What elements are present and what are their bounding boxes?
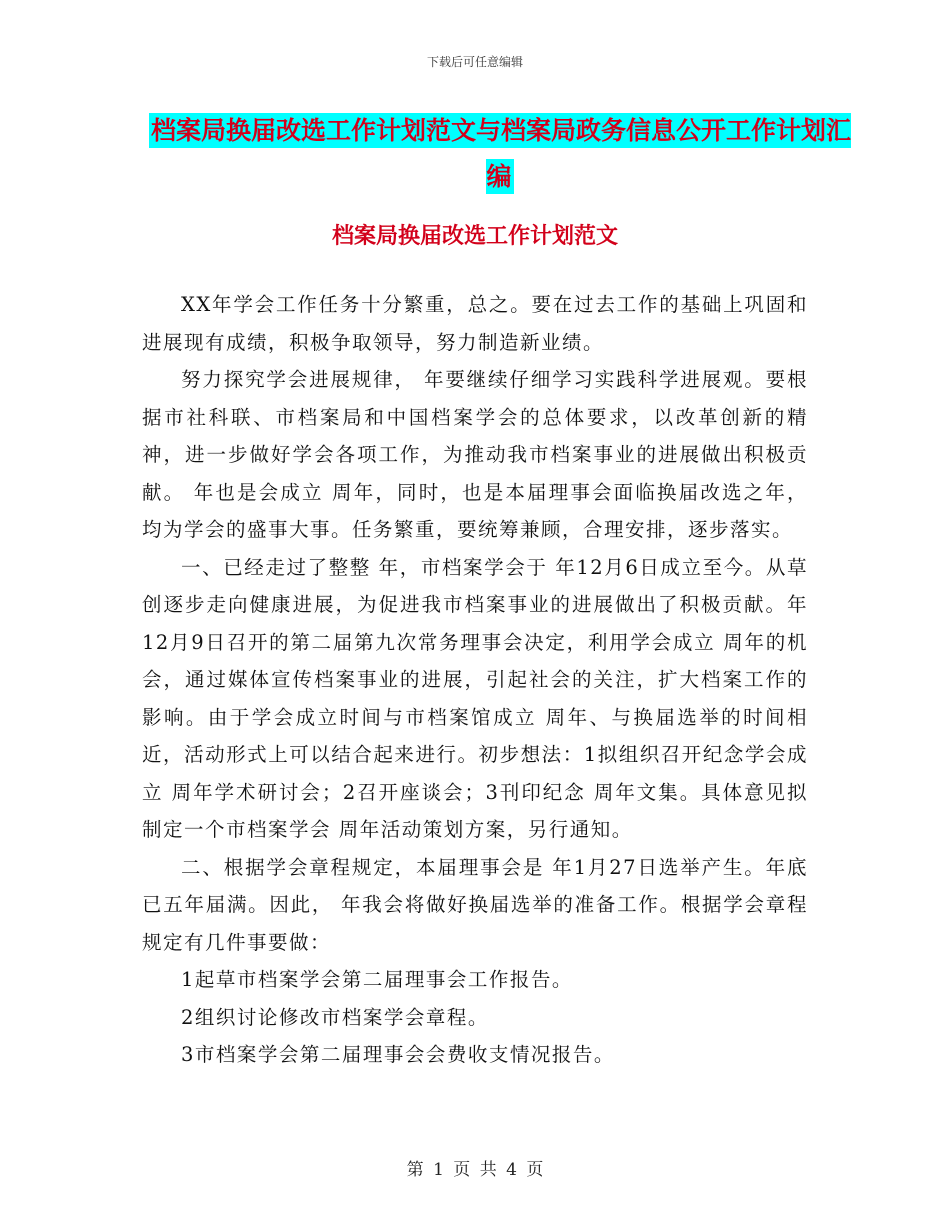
document-body — [142, 286, 808, 1074]
document-title — [140, 108, 860, 200]
paragraph: 1起草市档案学会第二届理事会工作报告。 — [181, 968, 573, 991]
section-title: 档案局换届改选工作计划范文 — [331, 224, 618, 249]
paragraph: 努力探究学会进展规律， 年要继续仔细学习实践科学进展观。要根据市社科联、市档案局和中国档案学会的总体要求，以改革创新的精神，进一步做好学会各项工作，为推动我市档案事业的进展做出积极贡献。 年也是会成立 周年，同时，也是本届理事会面临换届改选之年，均为学会的盛事大事。任务繁重，要统筹兼顾，合理安排，逐步落实。 — [142, 368, 808, 541]
paragraph: 3市档案学会第二届理事会会费收支情况报告。 — [181, 1043, 615, 1066]
paragraph: 二、根据学会章程规定，本届理事会是 年1月27日选举产生。年底已五年届满。因此， 年我会将做好换届选举的准备工作。根据学会章程规定有几件事要做： — [142, 855, 808, 954]
paragraph: XX年学会工作任务十分繁重，总之。要在过去工作的基础上巩固和进展现有成绩，积极争取领导，努力制造新业绩。 — [142, 293, 808, 354]
page-header-note: 下载后可任意编辑 — [426, 55, 523, 69]
paragraph: 2组织讨论修改市档案学会章程。 — [181, 1005, 489, 1029]
document-title-highlight: 档案局换届改选工作计划范文与档案局政务信息公开工作计划汇编 — [149, 113, 851, 194]
page-footer: 第 1 页 共 4 页 — [406, 1160, 544, 1180]
paragraph: 一、已经走过了整整 年，市档案学会于 年12月6日成立至今。从草创逐步走向健康进展，为促进我市档案事业的进展做出了积极贡献。年12月9日召开的第二届第九次常务理事会决定，利用学会成立 周年的机会，通过媒体宣传档案事业的进展，引起社会的关注，扩大档案工作的影响。由于学会成立时间与市档案馆成立 周年、与换届选举的时间相近，活动形式上可以结合起来进行。初步想法：1拟组织召开纪念学会成立 周年学术研讨会；2召开座谈会；3刊印纪念 周年文集。具体意见拟制定一个市档案学会 周年活动策划方案，另行通知。 — [142, 555, 808, 841]
